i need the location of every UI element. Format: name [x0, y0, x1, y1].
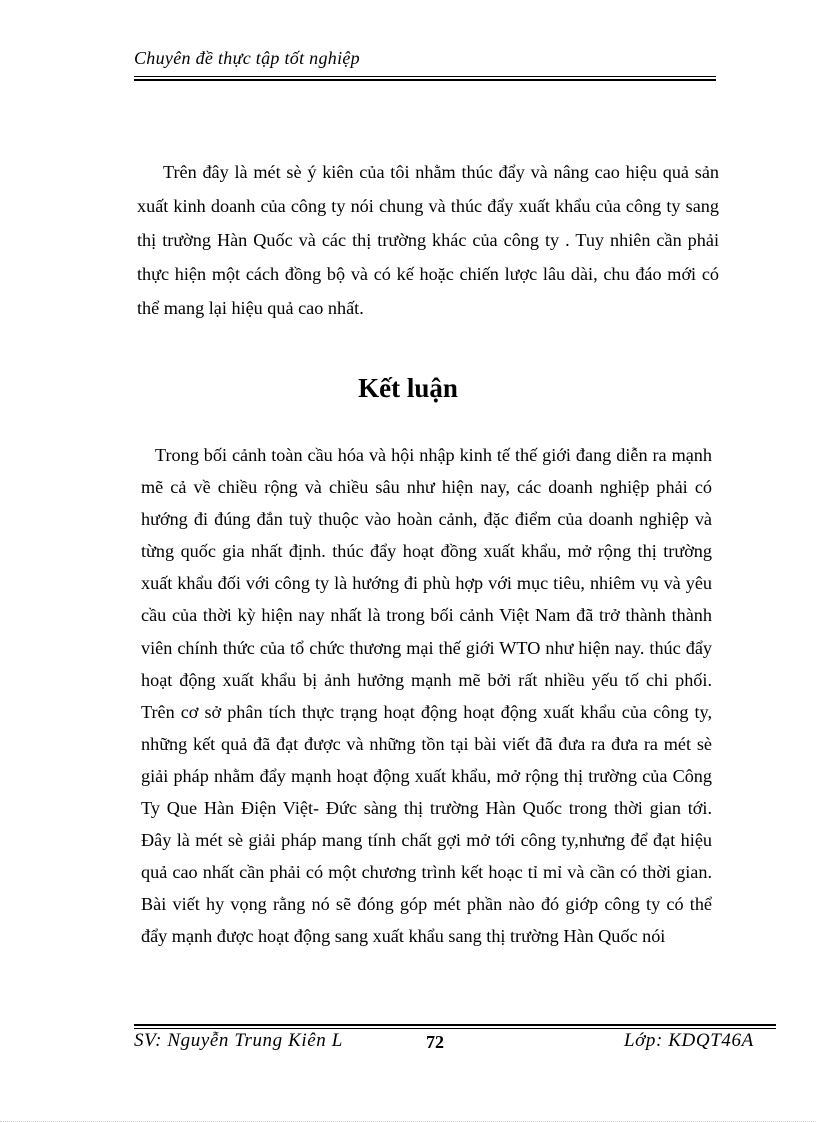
footer-rule-top [134, 1024, 776, 1026]
footer-rule-bottom [134, 1028, 776, 1029]
footer-student: SV: Nguyễn Trung Kiên L [134, 1030, 343, 1051]
header-title: Chuyên đề thực tập tốt nghiệp [134, 48, 360, 68]
header-rule-bottom [134, 79, 716, 81]
footer-page-number: 72 [426, 1032, 444, 1052]
section-heading: Kết luận [358, 373, 458, 403]
page-edge [0, 1121, 816, 1122]
conclusion-paragraph: Trong bối cảnh toàn cầu hóa và hội nhập kinh tế thế giới đang diễn ra mạnh mẽ cả về chiều rộng và chiều sâu như hiện nay, các doanh nghiệp phải có hướng đi đúng đắn tuỳ thuộc vào hoàn cảnh, đặc điểm của doanh nghiệp và từng quốc gia nhất định. thúc đẩy hoạt đồng xuất khẩu, mở rộng thị trường xuất khẩu đối với công ty là hướng đi phù hợp với mục tiêu, nhiêm vụ và yêu cầu của thời kỳ hiện nay nhất là trong bối cảnh Việt Nam đã trở thành thành viên chính thức của tổ chức thương mại thế giới WTO như hiện nay. thúc đẩy hoạt động xuất khẩu bị ảnh hưởng mạnh mẽ bởi rất nhiều yếu tố chi phối. Trên cơ sở phân tích thực trạng hoạt động hoạt động xuất khẩu của công ty, những kết quả đã đạt được và những tồn tại bài viết đã đưa ra đưa ra mét sè giải pháp nhằm đẩy mạnh hoạt động xuất khẩu, mở rộng thị trường của Công Ty Que Hàn Điện Việt- Đức sàng thị trường Hàn Quốc trong thời gian tới. Đây là mét sè giải pháp mang tính chất gợi mở tới công ty,nhưng để đạt hiệu quả cao nhất cần phải có một chương trình kết hoạc tỉ mỉ và cần có thời gian. Bài viết hy vọng rằng nó sẽ đóng góp mét phần nào đó giớp công ty có thể đẩy mạnh được hoạt động sang xuất khẩu sang thị trường Hàn Quốc nói [141, 445, 712, 947]
intro-paragraph: Trên đây là mét sè ý kiên của tôi nhằm thúc đẩy và nâng cao hiệu quả sản xuất kinh doanh của công ty nói chung và thúc đẩy xuất khẩu của công ty sang thị trường Hàn Quốc và các thị trường khác của công ty . Tuy nhiên cần phải thực hiện một cách đồng bộ và có kế hoặc chiến lược lâu dài, chu đáo mới có thể mang lại hiệu quả cao nhất. [137, 162, 719, 318]
footer-class: Lớp: KDQT46A [624, 1030, 754, 1051]
header-rule-top [134, 76, 716, 77]
